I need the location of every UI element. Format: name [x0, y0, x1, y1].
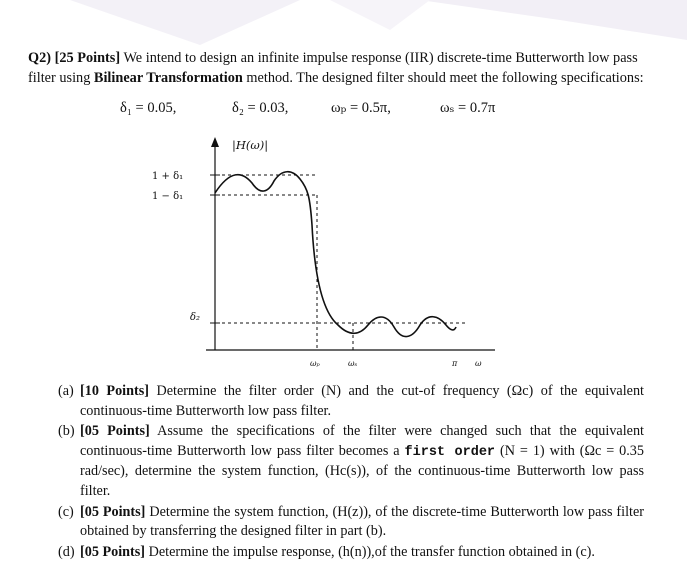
- part-c-text: Determine the system function, (H(z)), of the discrete-time Butterworth low pass filter obtained by transferring the designed filter in part (b).: [80, 503, 644, 540]
- tick-label-lower: 1 − δ₁: [152, 191, 184, 202]
- question-text: [28, 48, 668, 88]
- y-axis-label: |H(ω)|: [232, 138, 269, 152]
- part-a-points: [10 Points]: [80, 383, 149, 399]
- part-a-text: Determine the filter order (N) and the cut-of frequency (Ωc) of the equivalent continuous-time Butterworth low pass filter.: [80, 383, 644, 419]
- magnitude-response-graph: [150, 135, 510, 370]
- part-d: [58, 543, 644, 563]
- spec-delta1: δ₁ = 0.05,: [120, 100, 177, 116]
- question-points: [25 Points]: [54, 50, 121, 66]
- part-b-points: [05 Points]: [80, 423, 150, 440]
- part-b: [58, 422, 644, 501]
- part-c: [58, 503, 644, 542]
- part-d-text: Determine the impulse response, (h(n)),of the transfer function obtained in (c).: [145, 543, 595, 560]
- part-b-emphasis: first order: [404, 444, 496, 460]
- question-intro-2: method. The designed filter should meet the following specifications:: [242, 70, 644, 86]
- x-label-pi: π: [452, 359, 458, 368]
- question-number: Q2): [28, 50, 52, 66]
- spec-wp: ωₚ = 0.5π,: [331, 100, 391, 116]
- sub-questions: [58, 382, 644, 563]
- part-b-label: (b): [58, 423, 75, 440]
- part-c-label: (c): [58, 503, 74, 520]
- x-axis-label: ω: [475, 359, 482, 368]
- spec-delta2: δ₂ = 0.03,: [232, 100, 289, 116]
- part-c-points: [05 Points]: [80, 503, 146, 520]
- y-axis-arrow: [211, 137, 219, 147]
- question-intro-1: We intend to design an infinite impulse response (IIR) discrete-time Butterworth low pass filter using: [28, 50, 638, 86]
- part-d-points: [05 Points]: [80, 543, 146, 560]
- x-label-wp: ωₚ: [310, 359, 320, 368]
- spec-ws: ωₛ = 0.7π: [440, 100, 496, 116]
- tick-label-stop: δ₂: [190, 312, 201, 323]
- part-d-label: (d): [58, 543, 75, 560]
- part-a-label: (a): [58, 383, 74, 399]
- part-b-text-2: (N = 1) with (Ωc = 0.35 rad/sec), determine the system function, (Hc(s)), of the continuous-time Butterworth low pass filter.: [80, 442, 644, 499]
- spec-row: [0, 100, 687, 122]
- response-curve: [215, 172, 456, 337]
- x-label-ws: ωₛ: [348, 359, 358, 368]
- method-name: Bilinear Transformation: [93, 70, 243, 86]
- part-b-text-1: Assume the specifications of the filter were changed such that the equivalent continuous-time Butterworth low pass filter becomes a: [80, 423, 644, 459]
- tick-label-upper: 1 + δ₁: [152, 171, 184, 182]
- part-a: [58, 382, 644, 421]
